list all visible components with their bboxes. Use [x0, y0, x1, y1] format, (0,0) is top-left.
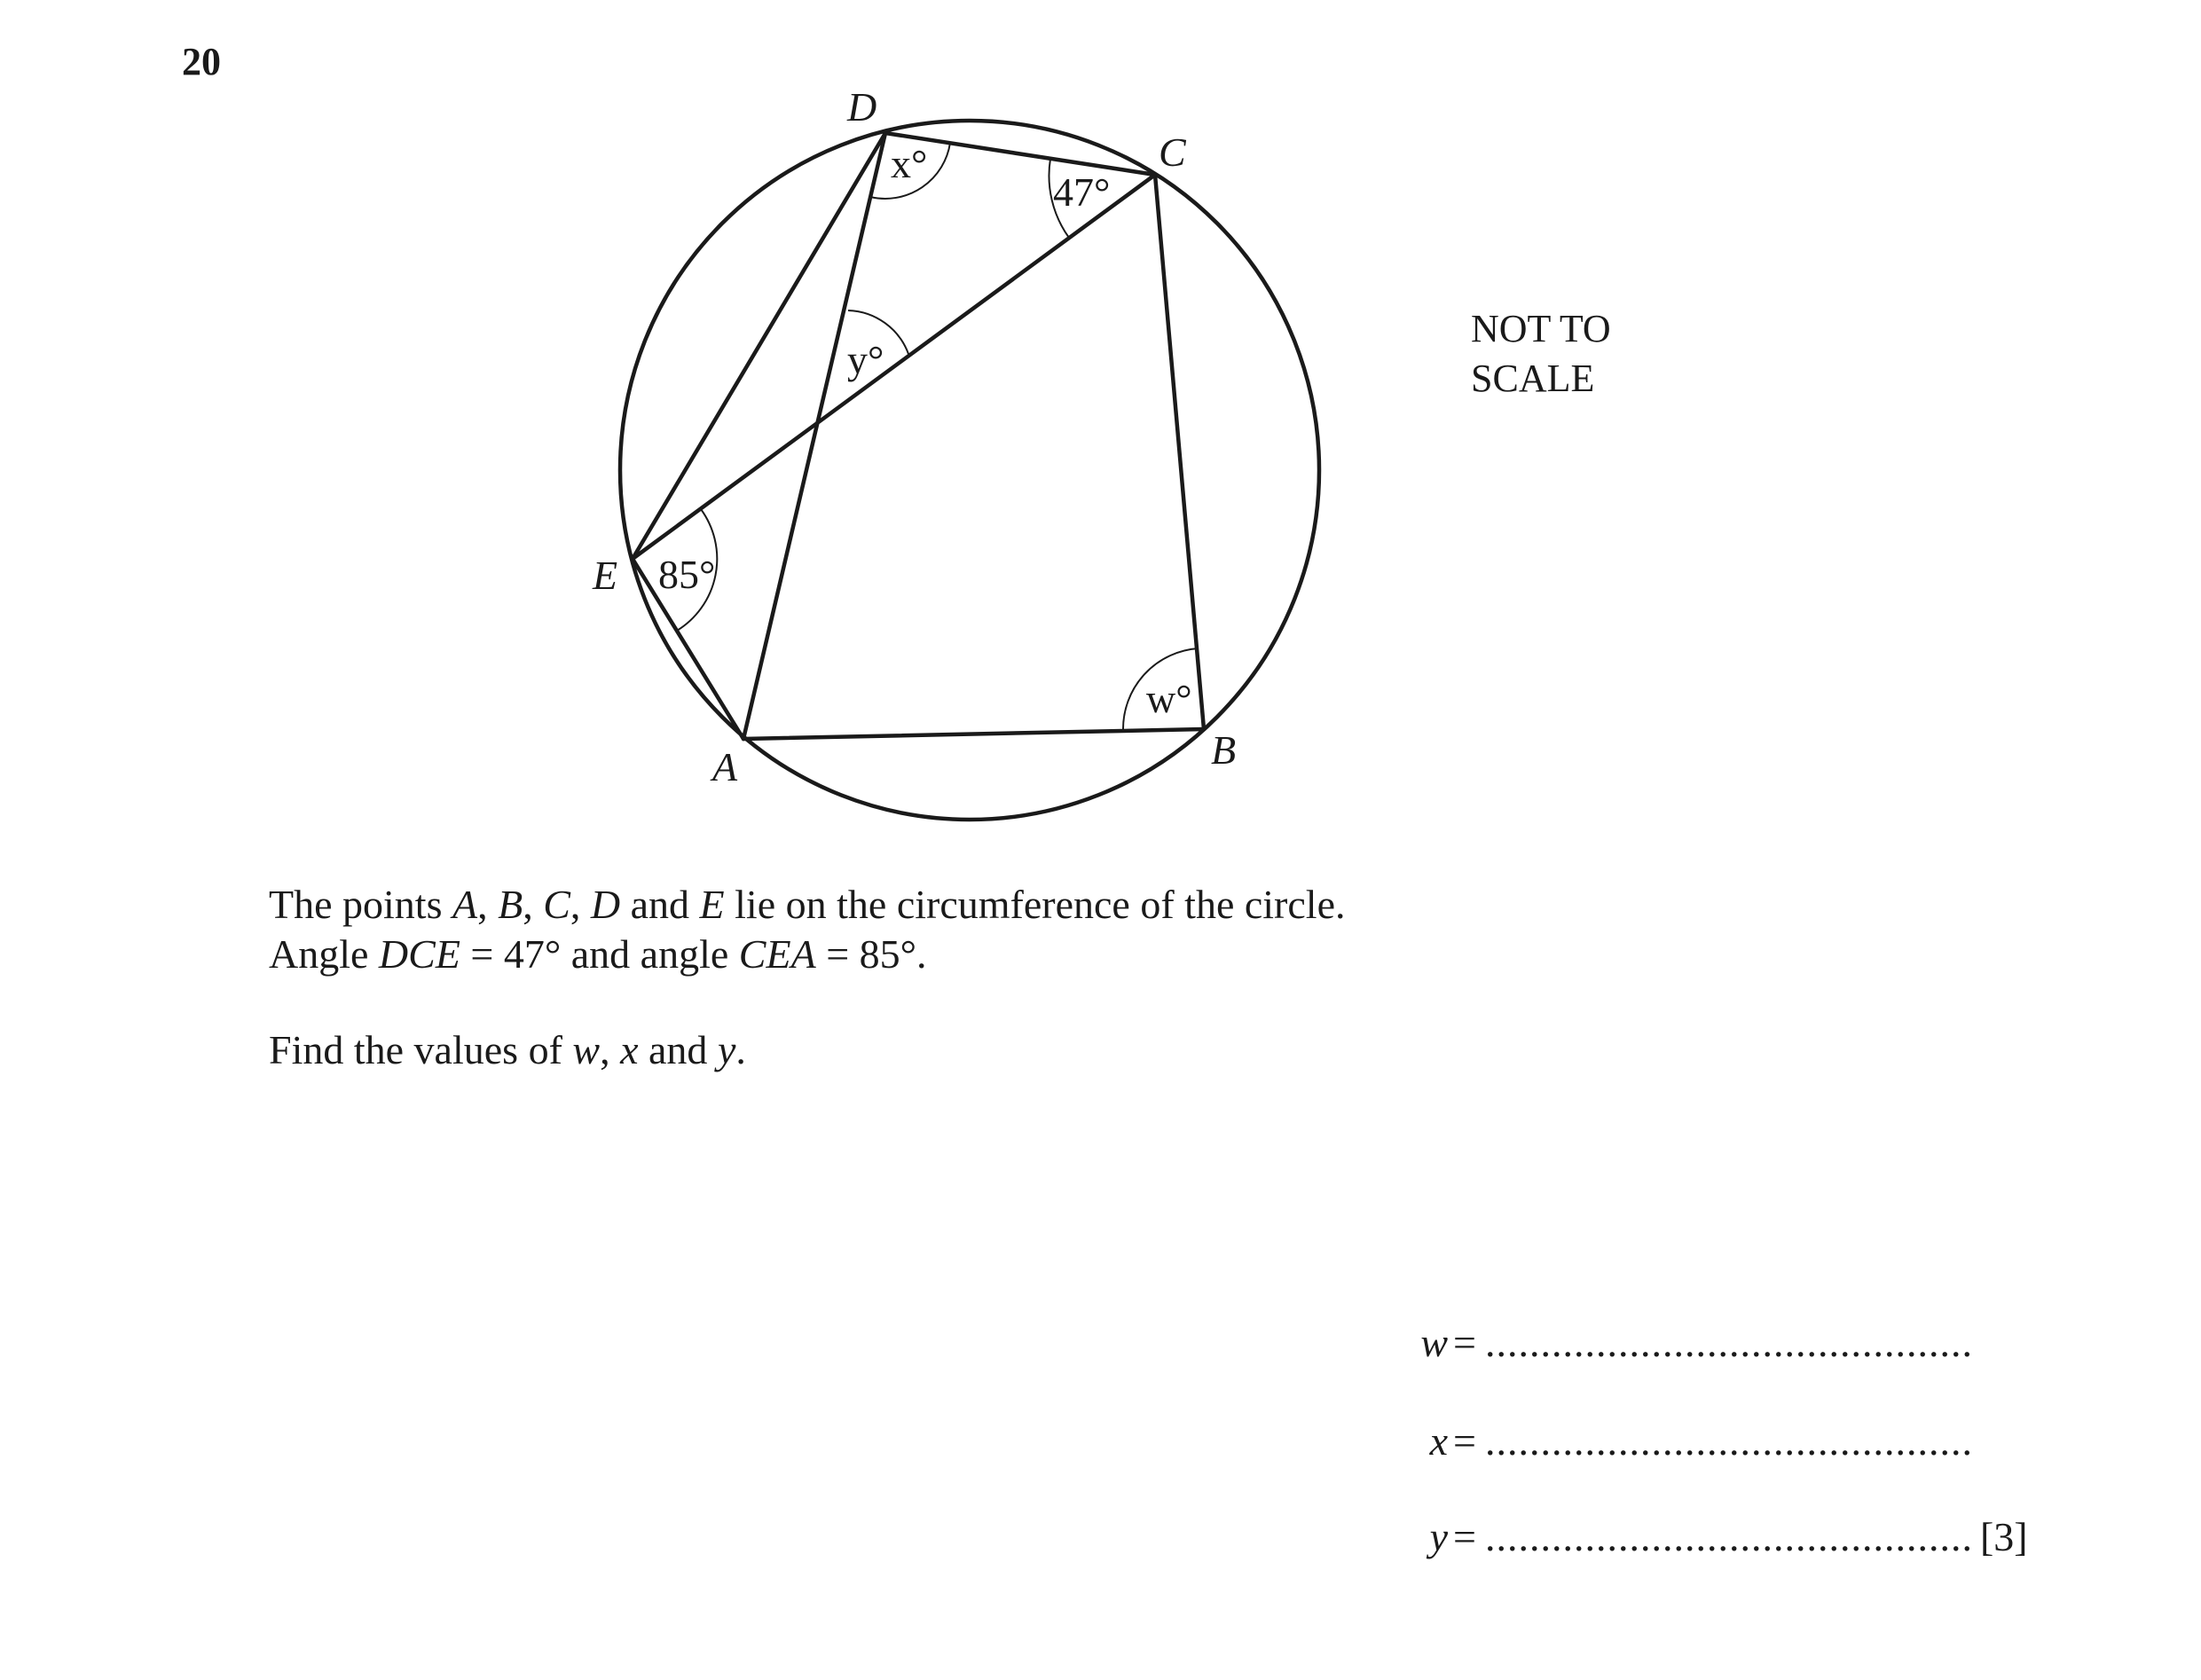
not-to-scale-note: [1471, 304, 1611, 404]
angle-label-85: 85°: [658, 552, 716, 597]
chord-da: [743, 133, 885, 739]
answer-var-w: w: [1420, 1320, 1448, 1365]
answer-line-w[interactable]: [1393, 1319, 1973, 1366]
angle-label-w: w°: [1146, 676, 1192, 721]
answer-dots-w[interactable]: ............................................: [1484, 1320, 1973, 1365]
point-label-d: D: [847, 84, 877, 130]
question-statement: [269, 880, 1346, 979]
point-label-a: A: [712, 744, 738, 789]
answer-eq-y: =: [1453, 1514, 1476, 1559]
angle-label-47: 47°: [1053, 169, 1111, 215]
answer-dots-y[interactable]: ............................................: [1484, 1514, 1973, 1559]
chord-ba: [743, 729, 1204, 739]
not-to-scale-line2: SCALE: [1471, 357, 1595, 400]
point-label-e: E: [593, 553, 618, 598]
answer-line-y[interactable]: [1393, 1513, 2028, 1560]
answer-eq-x: =: [1453, 1418, 1476, 1464]
answer-var-x: x: [1429, 1418, 1448, 1464]
statement-line-2: Angle DCE = 47° and angle CEA = 85°.: [269, 931, 927, 977]
chord-cb: [1155, 175, 1204, 729]
marks-label: [3]: [1979, 1514, 2028, 1559]
point-label-c: C: [1159, 130, 1186, 175]
task-line: Find the values of w, x and y.: [269, 1027, 746, 1072]
statement-line-1: The points A, B, C, D and E lie on the circumference of the circle.: [269, 882, 1346, 927]
circle: [620, 121, 1319, 820]
answer-var-y: y: [1429, 1514, 1448, 1559]
angle-label-y: y°: [847, 337, 884, 382]
question-task: [269, 1025, 746, 1075]
answer-line-x[interactable]: [1393, 1417, 1973, 1464]
not-to-scale-line1: NOT TO: [1471, 307, 1611, 350]
angle-label-x: x°: [891, 141, 928, 186]
point-label-b: B: [1211, 727, 1237, 773]
question-number: 20: [182, 40, 221, 83]
answer-dots-x[interactable]: ............................................: [1484, 1418, 1973, 1464]
answer-eq-w: =: [1453, 1320, 1476, 1365]
